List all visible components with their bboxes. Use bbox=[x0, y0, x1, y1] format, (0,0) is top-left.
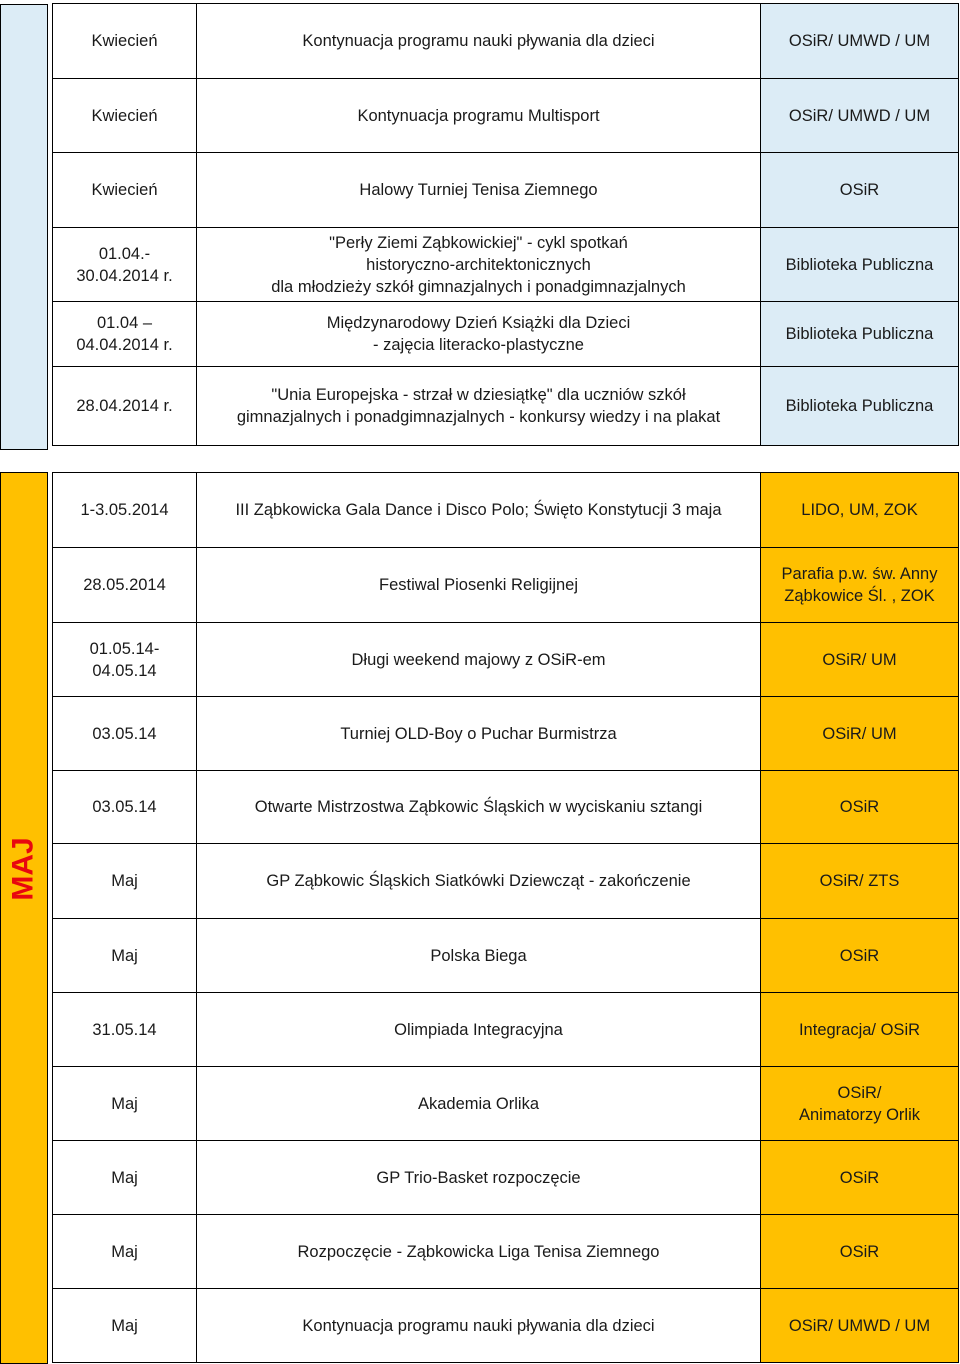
organizer-cell: LIDO, UM, ZOK bbox=[761, 473, 959, 548]
table-row bbox=[53, 228, 959, 302]
date-cell: 03.05.14 bbox=[53, 697, 197, 771]
date-cell: Maj bbox=[53, 1067, 197, 1141]
may-table bbox=[52, 472, 959, 1363]
event-cell: "Perły Ziemi Ząbkowickiej" - cykl spotkań historyczno-architektonicznych dla młodzieży szkół gimnazjalnych i ponadgimnazjalnych bbox=[197, 228, 761, 302]
event-cell: Polska Biega bbox=[197, 919, 761, 993]
event-cell: Turniej OLD-Boy o Puchar Burmistrza bbox=[197, 697, 761, 771]
organizer-cell: Integracja/ OSiR bbox=[761, 993, 959, 1067]
organizer-cell: OSiR bbox=[761, 919, 959, 993]
may-label-text: MAJ bbox=[7, 837, 40, 901]
date-cell: 03.05.14 bbox=[53, 771, 197, 844]
organizer-cell: OSiR/ UMWD / UM bbox=[761, 4, 959, 79]
date-cell: Kwiecień bbox=[53, 79, 197, 153]
table-row bbox=[53, 1289, 959, 1363]
may-section bbox=[0, 472, 960, 1364]
date-cell: 01.04.- 30.04.2014 r. bbox=[53, 228, 197, 302]
table-row bbox=[53, 153, 959, 228]
april-section bbox=[0, 0, 960, 450]
event-cell: GP Trio-Basket rozpoczęcie bbox=[197, 1141, 761, 1215]
organizer-cell: OSiR/ UMWD / UM bbox=[761, 79, 959, 153]
date-cell: 28.05.2014 bbox=[53, 548, 197, 623]
date-cell: 01.04 – 04.04.2014 r. bbox=[53, 302, 197, 367]
table-row bbox=[53, 1215, 959, 1289]
date-cell: 1-3.05.2014 bbox=[53, 473, 197, 548]
organizer-cell: OSiR/ Animatorzy Orlik bbox=[761, 1067, 959, 1141]
date-cell: 31.05.14 bbox=[53, 993, 197, 1067]
table-row bbox=[53, 771, 959, 844]
date-cell: 01.05.14- 04.05.14 bbox=[53, 623, 197, 697]
organizer-cell: Biblioteka Publiczna bbox=[761, 367, 959, 446]
event-cell: Otwarte Mistrzostwa Ząbkowic Śląskich w wyciskaniu sztangi bbox=[197, 771, 761, 844]
organizer-cell: OSiR bbox=[761, 771, 959, 844]
organizer-cell: OSiR bbox=[761, 1141, 959, 1215]
april-band bbox=[0, 4, 48, 450]
event-cell: Akademia Orlika bbox=[197, 1067, 761, 1141]
table-row bbox=[53, 367, 959, 446]
may-label bbox=[0, 819, 48, 919]
organizer-cell: Biblioteka Publiczna bbox=[761, 228, 959, 302]
organizer-cell: OSiR/ UM bbox=[761, 697, 959, 771]
date-cell: Maj bbox=[53, 919, 197, 993]
table-row bbox=[53, 1141, 959, 1215]
table-row bbox=[53, 4, 959, 79]
event-cell: Kontynuacja programu nauki pływania dla dzieci bbox=[197, 4, 761, 79]
event-cell: Olimpiada Integracyjna bbox=[197, 993, 761, 1067]
date-cell: Maj bbox=[53, 844, 197, 919]
organizer-cell: OSiR/ UMWD / UM bbox=[761, 1289, 959, 1363]
event-cell: "Unia Europejska - strzał w dziesiątkę" dla uczniów szkół gimnazjalnych i ponadgimnazjalnych - konkursy wiedzy i na plakat bbox=[197, 367, 761, 446]
event-cell: Kontynuacja programu Multisport bbox=[197, 79, 761, 153]
date-cell: Maj bbox=[53, 1141, 197, 1215]
table-row bbox=[53, 697, 959, 771]
event-cell: Festiwal Piosenki Religijnej bbox=[197, 548, 761, 623]
april-table bbox=[52, 3, 959, 446]
organizer-cell: Biblioteka Publiczna bbox=[761, 302, 959, 367]
event-cell: Międzynarodowy Dzień Książki dla Dzieci - zajęcia literacko-plastyczne bbox=[197, 302, 761, 367]
date-cell: 28.04.2014 r. bbox=[53, 367, 197, 446]
date-cell: Kwiecień bbox=[53, 4, 197, 79]
event-cell: III Ząbkowicka Gala Dance i Disco Polo; Święto Konstytucji 3 maja bbox=[197, 473, 761, 548]
organizer-cell: OSiR bbox=[761, 153, 959, 228]
organizer-cell: OSiR/ UM bbox=[761, 623, 959, 697]
table-row bbox=[53, 302, 959, 367]
event-cell: Kontynuacja programu nauki pływania dla dzieci bbox=[197, 1289, 761, 1363]
table-row bbox=[53, 844, 959, 919]
event-cell: Długi weekend majowy z OSiR-em bbox=[197, 623, 761, 697]
event-cell: GP Ząbkowic Śląskich Siatkówki Dziewcząt - zakończenie bbox=[197, 844, 761, 919]
table-row bbox=[53, 623, 959, 697]
table-row bbox=[53, 79, 959, 153]
table-row bbox=[53, 473, 959, 548]
table-row bbox=[53, 919, 959, 993]
date-cell: Maj bbox=[53, 1289, 197, 1363]
event-cell: Rozpoczęcie - Ząbkowicka Liga Tenisa Ziemnego bbox=[197, 1215, 761, 1289]
date-cell: Maj bbox=[53, 1215, 197, 1289]
table-row bbox=[53, 548, 959, 623]
organizer-cell: Parafia p.w. św. Anny Ząbkowice Śl. , ZOK bbox=[761, 548, 959, 623]
event-cell: Halowy Turniej Tenisa Ziemnego bbox=[197, 153, 761, 228]
organizer-cell: OSiR/ ZTS bbox=[761, 844, 959, 919]
table-row bbox=[53, 993, 959, 1067]
date-cell: Kwiecień bbox=[53, 153, 197, 228]
organizer-cell: OSiR bbox=[761, 1215, 959, 1289]
table-row bbox=[53, 1067, 959, 1141]
